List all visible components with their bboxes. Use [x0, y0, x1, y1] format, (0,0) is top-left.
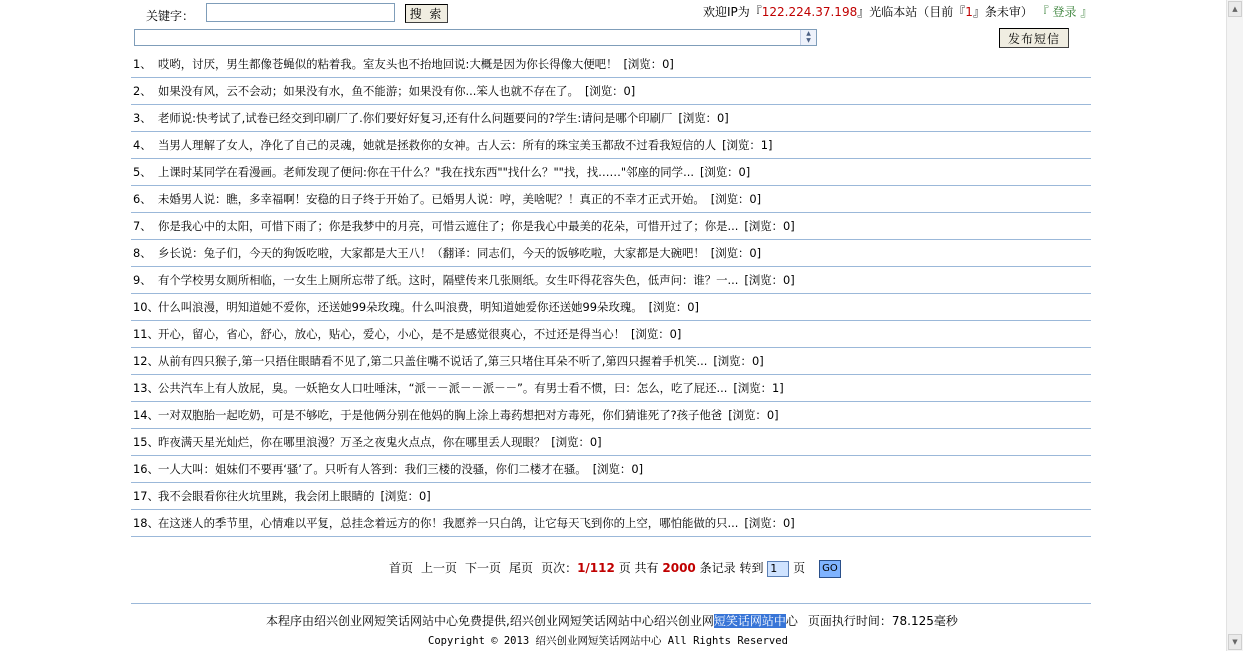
- message-row: [131, 51, 1091, 78]
- message-index: 11、: [133, 327, 159, 341]
- message-row: [131, 483, 1091, 510]
- message-row: [131, 186, 1091, 213]
- message-index: 12、: [133, 354, 159, 368]
- next-page-link[interactable]: 下一页: [465, 561, 502, 575]
- view-count: [浏览：0]: [631, 327, 682, 341]
- total-unit: 条记录: [699, 561, 736, 575]
- view-count: [浏览：0]: [728, 408, 779, 422]
- view-count: [浏览：0]: [678, 111, 729, 125]
- message-row: [131, 321, 1091, 348]
- keyword-input[interactable]: [206, 3, 395, 22]
- message-link[interactable]: 一对双胞胎一起吃奶，可是不够吃，于是他俩分别在他妈的胸上涂上毒药想把对方毒死，你们猜谁死了?孩子他爸: [158, 408, 723, 422]
- welcome-text: [703, 3, 1092, 20]
- copyright: Copyright © 2013 绍兴创业网短笑话网站中心 All Rights Reserved: [428, 635, 788, 647]
- message-row: [131, 105, 1091, 132]
- prev-page-link[interactable]: 上一页: [421, 561, 458, 575]
- message-row: [131, 267, 1091, 294]
- message-link[interactable]: 从前有四只猴子,第一只捂住眼睛看不见了,第二只盖住嘴不说话了,第三只堵住耳朵不听了,第四只握着手机笑...: [158, 354, 708, 368]
- message-index: 18、: [133, 516, 159, 530]
- login-link[interactable]: 『 登录 』: [1036, 5, 1093, 19]
- search-button[interactable]: 搜 索: [405, 4, 448, 23]
- keyword-label: 关键字：: [146, 9, 195, 23]
- message-link[interactable]: 老师说:快考试了,试卷已经交到印刷厂了.你们要好好复习,还有什么问题要问的?学生:请问是哪个印刷厂: [158, 111, 673, 125]
- message-link[interactable]: 当男人理解了女人，净化了自己的灵魂，她就是拯救你的女神。古人云：所有的珠宝美玉都敌不过看我短信的人: [158, 138, 717, 152]
- message-index: 15、: [133, 435, 159, 449]
- message-row: [131, 132, 1091, 159]
- message-row: [131, 456, 1091, 483]
- goto-unit: 页: [793, 561, 806, 575]
- view-count: [浏览：1]: [722, 138, 773, 152]
- footer-provided-by: 本程序由绍兴创业网短笑话网站中心免费提供,绍兴创业网短笑话网站中心绍兴创业网: [266, 614, 714, 628]
- message-index: 9、: [133, 273, 152, 287]
- message-input[interactable]: [134, 29, 817, 46]
- message-index: 1、: [133, 57, 152, 71]
- page-label: 页次：: [541, 561, 578, 575]
- view-count: [浏览：0]: [380, 489, 431, 503]
- message-index: 3、: [133, 111, 152, 125]
- message-link[interactable]: 如果没有风，云不会动；如果没有水，鱼不能游；如果没有你...笨人也就不存在了。: [158, 84, 579, 98]
- message-link[interactable]: 有个学校男女厕所相临，一女生上厕所忘带了纸。这时，隔壁传来几张厕纸。女生吓得花容失色，低声问：谁？一...: [158, 273, 739, 287]
- welcome-suffix: 』条未审）: [972, 5, 1033, 19]
- page-value: 1/112: [577, 561, 615, 575]
- message-link[interactable]: 公共汽车上有人放屁，臭。一妖艳女人口吐唾沫，“派－－派－－派－－”。有男士看不惯，曰：怎么，吃了屁还...: [158, 381, 728, 395]
- view-count: [浏览：0]: [710, 192, 762, 206]
- message-index: 13、: [133, 381, 159, 395]
- message-link[interactable]: 开心，留心，省心，舒心，放心，贴心，爱心，小心，是不是感觉很爽心，不过还是得当心！: [158, 327, 626, 341]
- view-count: [浏览：0]: [584, 84, 636, 98]
- view-count: [浏览：0]: [551, 435, 602, 449]
- view-count: [浏览：0]: [744, 516, 795, 530]
- post-message-button[interactable]: 发布短信: [999, 28, 1069, 48]
- last-page-link[interactable]: 尾页: [509, 561, 534, 575]
- total-value: 2000: [662, 561, 696, 575]
- view-count: [浏览：0]: [744, 273, 795, 287]
- view-count: [浏览：0]: [744, 219, 795, 233]
- message-list: [131, 51, 1091, 537]
- message-row: [131, 78, 1091, 105]
- pagination: [389, 559, 841, 578]
- message-row: [131, 402, 1091, 429]
- message-row: [131, 213, 1091, 240]
- message-row: [131, 294, 1091, 321]
- message-link[interactable]: 乡长说：兔子们，今天的狗饭吃啦，大家都是大王八！（翻译：同志们，今天的饭够吃啦，大家都是大碗吧！: [158, 246, 705, 260]
- view-count: [浏览：0]: [592, 462, 644, 476]
- goto-page-input[interactable]: 1: [767, 561, 789, 577]
- page-unit: 页: [618, 561, 631, 575]
- pending-count: 1: [965, 5, 973, 19]
- message-index: 7、: [133, 219, 152, 233]
- message-link[interactable]: 未婚男人说：瞧，多幸福啊！安稳的日子终于开始了。已婚男人说：哼，美啥呢？！真正的不幸才正式开始。: [158, 192, 705, 206]
- page-scrollbar[interactable]: [1226, 0, 1243, 651]
- message-index: 10、: [133, 300, 159, 314]
- scroll-down-icon[interactable]: ▼: [1228, 634, 1242, 650]
- view-count: [浏览：1]: [733, 381, 784, 395]
- visitor-ip: 122.224.37.198: [761, 5, 858, 19]
- view-count: [浏览：0]: [699, 165, 751, 179]
- message-link[interactable]: 哎哟，讨厌，男生都像苍蝇似的粘着我。室友头也不抬地回说:大概是因为你长得像大便吧！: [158, 57, 618, 71]
- welcome-prefix: 欢迎IP为『: [703, 5, 762, 19]
- first-page-link[interactable]: 首页: [389, 561, 414, 575]
- message-row: [131, 429, 1091, 456]
- view-count: [浏览：0]: [713, 354, 764, 368]
- goto-label: 转到: [739, 561, 764, 575]
- total-label: 共有: [634, 561, 659, 575]
- view-count: [浏览：0]: [710, 246, 762, 260]
- go-button[interactable]: GO: [819, 560, 841, 578]
- welcome-middle: 』光临本站（目前『: [857, 5, 966, 19]
- message-link[interactable]: 你是我心中的太阳，可惜下雨了；你是我梦中的月亮，可惜云遮住了；你是我心中最美的花朵，可惜开过了；你是...: [158, 219, 739, 233]
- message-link[interactable]: 我不会眼看你往火坑里跳，我会闭上眼睛的: [158, 489, 375, 503]
- message-index: 6、: [133, 192, 152, 206]
- message-row: [131, 510, 1091, 537]
- message-row: [131, 375, 1091, 402]
- scroll-up-icon[interactable]: ▲: [1228, 1, 1242, 17]
- message-link[interactable]: 上课时某同学在看漫画。老师发现了便问:你在干什么？"我在找东西""找什么？""找，找……"邻座的同学...: [158, 165, 694, 179]
- exec-time: 页面执行时间：78.125毫秒: [807, 614, 958, 628]
- footer-highlight: 短笑话网站中: [713, 614, 786, 628]
- message-index: 16、: [133, 462, 159, 476]
- message-row: [131, 240, 1091, 267]
- message-index: 17、: [133, 489, 159, 503]
- message-link[interactable]: 昨夜满天星光灿烂，你在哪里浪漫？万圣之夜鬼火点点，你在哪里丢人现眼？: [158, 435, 546, 449]
- view-count: [浏览：0]: [623, 57, 674, 71]
- message-index: 14、: [133, 408, 159, 422]
- message-row: [131, 159, 1091, 186]
- message-scroll-icon[interactable]: ▲ ▼: [800, 30, 816, 45]
- view-count: [浏览：0]: [648, 300, 699, 314]
- footer-tail: 心: [785, 614, 798, 628]
- footer-divider: [131, 603, 1091, 604]
- message-link[interactable]: 什么叫浪漫，明知道她不爱你，还送她99朵玫瑰。什么叫浪费，明知道她爱你还送她99朵玫瑰。: [158, 300, 643, 314]
- message-row: [131, 348, 1091, 375]
- message-link[interactable]: 一人大叫：姐妹们不要再‘骚’了。只听有人答到：我们三楼的没骚，你们二楼才在骚。: [158, 462, 587, 476]
- message-link[interactable]: 在这迷人的季节里，心情难以平复，总挂念着远方的你！我愿养一只白鸽，让它每天飞到你的上空，哪怕能做的只...: [158, 516, 739, 530]
- message-index: 8、: [133, 246, 152, 260]
- message-index: 5、: [133, 165, 152, 179]
- message-index: 4、: [133, 138, 152, 152]
- footer-credit: [266, 612, 958, 629]
- message-index: 2、: [133, 84, 152, 98]
